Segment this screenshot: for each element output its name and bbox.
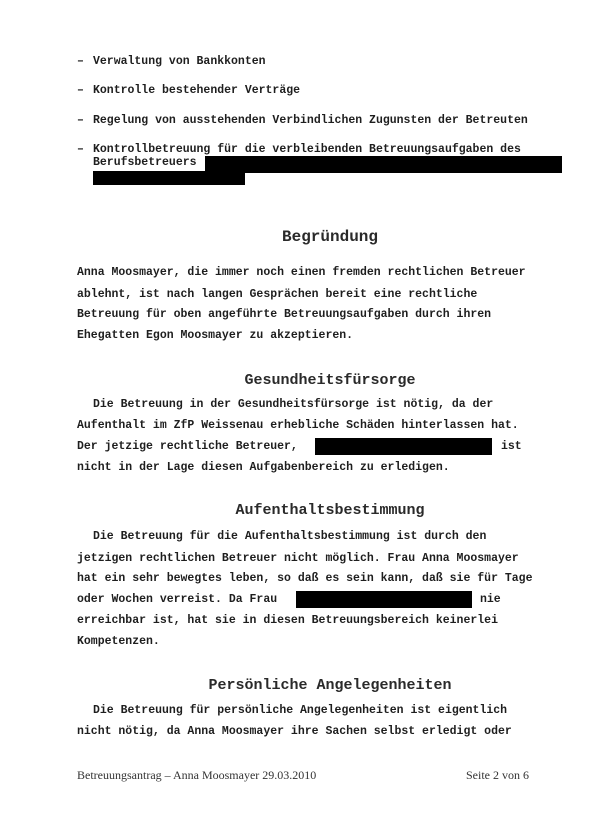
- paragraph-line: Die Betreuung für persönliche Angelegenheiten ist eigentlich: [93, 704, 508, 717]
- paragraph-line: oder Wochen verreist. Da Frau: [77, 593, 278, 606]
- paragraph-line: Betreuung für oben angeführte Betreuungsaufgaben durch ihren: [77, 308, 492, 321]
- bullet-item: [77, 143, 521, 156]
- paragraph-line: Die Betreuung in der Gesundheitsfürsorge ist nötig, da der: [93, 398, 494, 411]
- section-title-begruendung: Begründung: [281, 228, 378, 246]
- bullet-dash: –: [77, 143, 84, 156]
- paragraph-line: ablehnt, ist nach langen Gesprächen bereit eine rechtliche: [77, 288, 478, 301]
- paragraph-line: erreichbar ist, hat sie in diesen Betreuungsbereich keinerlei: [77, 614, 498, 627]
- footer-left: Betreuungsantrag – Anna Moosmayer 29.03.2010: [77, 768, 317, 782]
- paragraph-line: Ehegatten Egon Moosmayer zu akzeptieren.: [77, 329, 354, 342]
- paragraph-line: Aufenthalt im ZfP Weissenau erhebliche Schäden hinterlassen hat.: [77, 419, 519, 432]
- footer-page-number: Seite 2 von 6: [466, 768, 529, 782]
- bullet-item: [77, 55, 266, 68]
- paragraph-line: jetzigen rechtlichen Betreuer nicht möglich. Frau Anna Moosmayer: [77, 552, 519, 565]
- paragraph-line: nicht in der Lage diesen Aufgabenbereich zu erledigen.: [77, 461, 450, 474]
- bullet-item: [77, 114, 528, 127]
- bullet-text: Kontrollbetreuung für die verbleibenden Betreuungsaufgaben des: [93, 143, 521, 156]
- paragraph-line: ist: [501, 440, 522, 453]
- bullet-text: Kontrolle bestehender Verträge: [93, 84, 301, 97]
- paragraph-line: Der jetzige rechtliche Betreuer,: [77, 440, 298, 453]
- paragraph-line: hat ein sehr bewegtes leben, so daß es sein kann, daß sie für Tage: [77, 572, 533, 585]
- paragraph-line: Anna Moosmayer, die immer noch einen fremden rechtlichen Betreuer: [77, 266, 526, 279]
- bullet-dash: –: [77, 55, 84, 68]
- paragraph-line: Kompetenzen.: [77, 635, 160, 648]
- redaction-bar: [93, 171, 245, 185]
- section-title-persoenlich: Persönliche Angelegenheiten: [208, 677, 452, 694]
- redaction-bar: [296, 591, 472, 608]
- bullet-dash: –: [77, 84, 84, 97]
- section-title-gesundheit: Gesundheitsfürsorge: [244, 372, 416, 389]
- paragraph-line: nie: [480, 593, 501, 606]
- bullet-item: [77, 84, 300, 97]
- redaction-bar: [315, 438, 492, 455]
- paragraph-line: nicht nötig, da Anna Moosmayer ihre Sachen selbst erledigt oder: [77, 725, 512, 738]
- bullet-dash: –: [77, 114, 84, 127]
- bullet-text: Regelung von ausstehenden Verbindlichen Zugunsten der Betreuten: [93, 114, 528, 127]
- bullet-text: Verwaltung von Bankkonten: [93, 55, 266, 68]
- paragraph-line: Die Betreuung für die Aufenthaltsbestimmung ist durch den: [93, 530, 487, 543]
- bullet-continuation: Berufsbetreuers: [93, 156, 197, 169]
- redaction-bar: [205, 156, 562, 173]
- section-title-aufenthalt: Aufenthaltsbestimmung: [235, 502, 425, 519]
